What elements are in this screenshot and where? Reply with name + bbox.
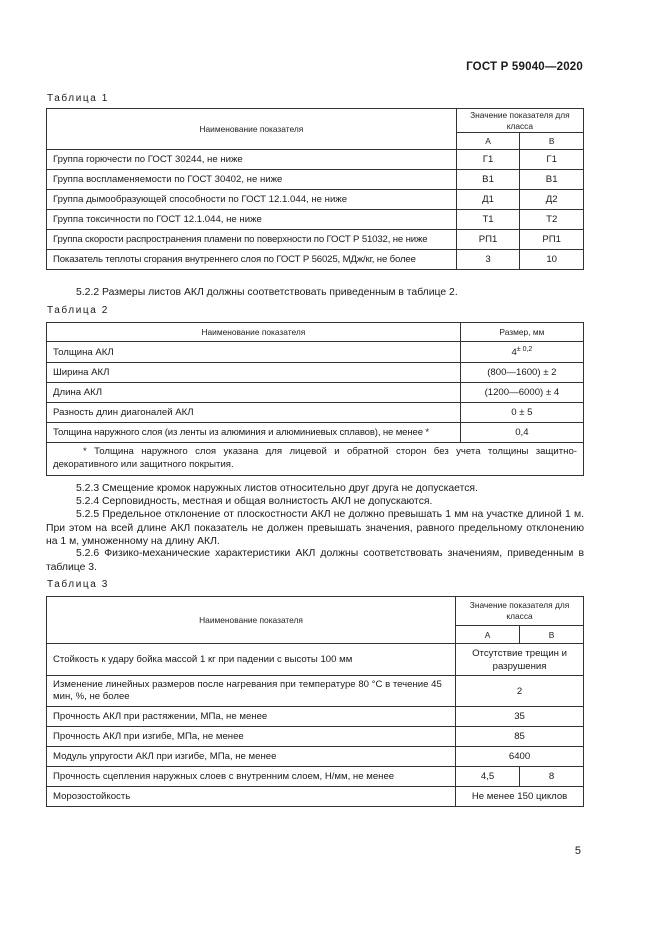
row-value-merged: Отсутствие трещин и разрушения: [456, 644, 584, 676]
row-name: Группа воспламеняемости по ГОСТ 30402, не ниже: [47, 170, 457, 190]
table1: [46, 108, 584, 270]
table-row: [47, 250, 584, 270]
table-row: [47, 423, 584, 443]
row-value-b: В1: [520, 170, 584, 190]
table-row: [47, 727, 584, 747]
table-row: [47, 747, 584, 767]
row-value: (800—1600) ± 2: [460, 363, 583, 383]
row-name: Прочность АКЛ при изгибе, МПа, не менее: [47, 727, 456, 747]
table1-caption: Таблица 1: [47, 93, 109, 104]
table-row: [47, 210, 584, 230]
table2: [46, 322, 584, 476]
table-row: [47, 190, 584, 210]
paragraph-5-2-6: 5.2.6 Физико-механические характеристики АКЛ должны соответствовать значениям, приведенным в таблице 3.: [46, 548, 584, 573]
row-value-a: Т1: [456, 210, 520, 230]
row-value-merged: 35: [456, 707, 584, 727]
table-row: [47, 676, 584, 707]
footnote-text: * Толщина наружного слоя указана для лицевой и обратной сторон без учета толщины защитно-декоративного или защитного покрытия.: [53, 446, 577, 470]
table3-col-name: Наименование показателя: [47, 597, 456, 644]
row-value-a: Д1: [456, 190, 520, 210]
table-row: [47, 403, 584, 423]
row-value-b: 8: [520, 767, 584, 787]
row-name: Длина АКЛ: [47, 383, 461, 403]
thickness-tolerance: ± 0,2: [516, 346, 533, 353]
table3-caption: Таблица 3: [47, 579, 109, 590]
row-value-a: 3: [456, 250, 520, 270]
table1-class-b: В: [520, 133, 584, 150]
row-name: Прочность сцепления наружных слоев с внутренним слоем, Н/мм, не менее: [47, 767, 456, 787]
row-value: 0,4: [460, 423, 583, 443]
row-name: Морозостойкость: [47, 787, 456, 807]
row-value: [460, 342, 583, 363]
table2-footnote: [47, 443, 584, 476]
row-value: 0 ± 5: [460, 403, 583, 423]
table-row: [47, 383, 584, 403]
row-value-b: Т2: [520, 210, 584, 230]
thickness-value: 4: [511, 347, 517, 358]
row-value-a: РП1: [456, 230, 520, 250]
table-row: [47, 230, 584, 250]
table2-header-row: [47, 323, 584, 342]
table-row: [47, 150, 584, 170]
row-value-a: В1: [456, 170, 520, 190]
paragraph-5-2-5: 5.2.5 Предельное отклонение от плоскостности АКЛ не должно превышать 1 мм на участке длиной 1 м. При этом на всей длине АКЛ показатель не должен превышать значения, равного предельному отклонению на 1 м, умноженному на длину АКЛ.: [46, 509, 584, 547]
table1-header-row: [47, 109, 584, 133]
table2-col-size: Размер, мм: [460, 323, 583, 342]
row-value-b: Г1: [520, 150, 584, 170]
row-value-merged: 2: [456, 676, 584, 707]
paragraph-5-2-3: 5.2.3 Смещение кромок наружных листов относительно друг друга не допускается.: [76, 483, 478, 494]
row-name: Группа дымообразующей способности по ГОСТ 12.1.044, не ниже: [47, 190, 457, 210]
row-name: Стойкость к удару бойка массой 1 кг при падении с высоты 100 мм: [47, 644, 456, 676]
row-name: Толщина наружного слоя (из ленты из алюминия и алюминиевых сплавов), не менее *: [47, 423, 461, 443]
row-name: Прочность АКЛ при растяжении, МПа, не менее: [47, 707, 456, 727]
table1-col-value: Значение показателя для класса: [456, 109, 583, 133]
row-value-a: 4,5: [456, 767, 520, 787]
table1-class-a: А: [456, 133, 520, 150]
document-code: ГОСТ Р 59040—2020: [466, 61, 583, 73]
table-row: [47, 342, 584, 363]
table2-col-name: Наименование показателя: [47, 323, 461, 342]
paragraph-5-2-2: 5.2.2 Размеры листов АКЛ должны соответствовать приведенным в таблице 2.: [76, 287, 458, 298]
table-row: [47, 767, 584, 787]
row-value-b: РП1: [520, 230, 584, 250]
row-name: Группа горючести по ГОСТ 30244, не ниже: [47, 150, 457, 170]
table-row: [47, 363, 584, 383]
table2-caption: Таблица 2: [47, 305, 109, 316]
row-name: Ширина АКЛ: [47, 363, 461, 383]
table-row: [47, 644, 584, 676]
table3-header-row: [47, 597, 584, 626]
table2-footnote-row: [47, 443, 584, 476]
table-row: [47, 170, 584, 190]
table3: [46, 596, 584, 807]
row-name: Показатель теплоты сгорания внутреннего слоя по ГОСТ Р 56025, МДж/кг, не более: [47, 250, 457, 270]
row-value: (1200—6000) ± 4: [460, 383, 583, 403]
row-value-a: Г1: [456, 150, 520, 170]
row-name: Модуль упругости АКЛ при изгибе, МПа, не менее: [47, 747, 456, 767]
table3-class-a: А: [456, 626, 520, 644]
row-name: Группа скорости распространения пламени по поверхности по ГОСТ Р 51032, не ниже: [47, 230, 457, 250]
table3-class-b: В: [520, 626, 584, 644]
row-name: Изменение линейных размеров после нагревания при температуре 80 °С в течение 45 мин, %, не более: [47, 676, 456, 707]
table1-col-name: Наименование показателя: [47, 109, 457, 150]
row-value-b: 10: [520, 250, 584, 270]
row-value-merged: Не менее 150 циклов: [456, 787, 584, 807]
row-name: Разность длин диагоналей АКЛ: [47, 403, 461, 423]
row-name: Группа токсичности по ГОСТ 12.1.044, не ниже: [47, 210, 457, 230]
row-name: Толщина АКЛ: [47, 342, 461, 363]
page-number: 5: [574, 845, 581, 857]
table-row: [47, 787, 584, 807]
paragraph-5-2-4: 5.2.4 Серповидность, местная и общая волнистость АКЛ не допускаются.: [76, 496, 433, 507]
row-value-merged: 85: [456, 727, 584, 747]
row-value-merged: 6400: [456, 747, 584, 767]
table3-col-value: Значение показателя для класса: [456, 597, 584, 626]
row-value-b: Д2: [520, 190, 584, 210]
table-row: [47, 707, 584, 727]
